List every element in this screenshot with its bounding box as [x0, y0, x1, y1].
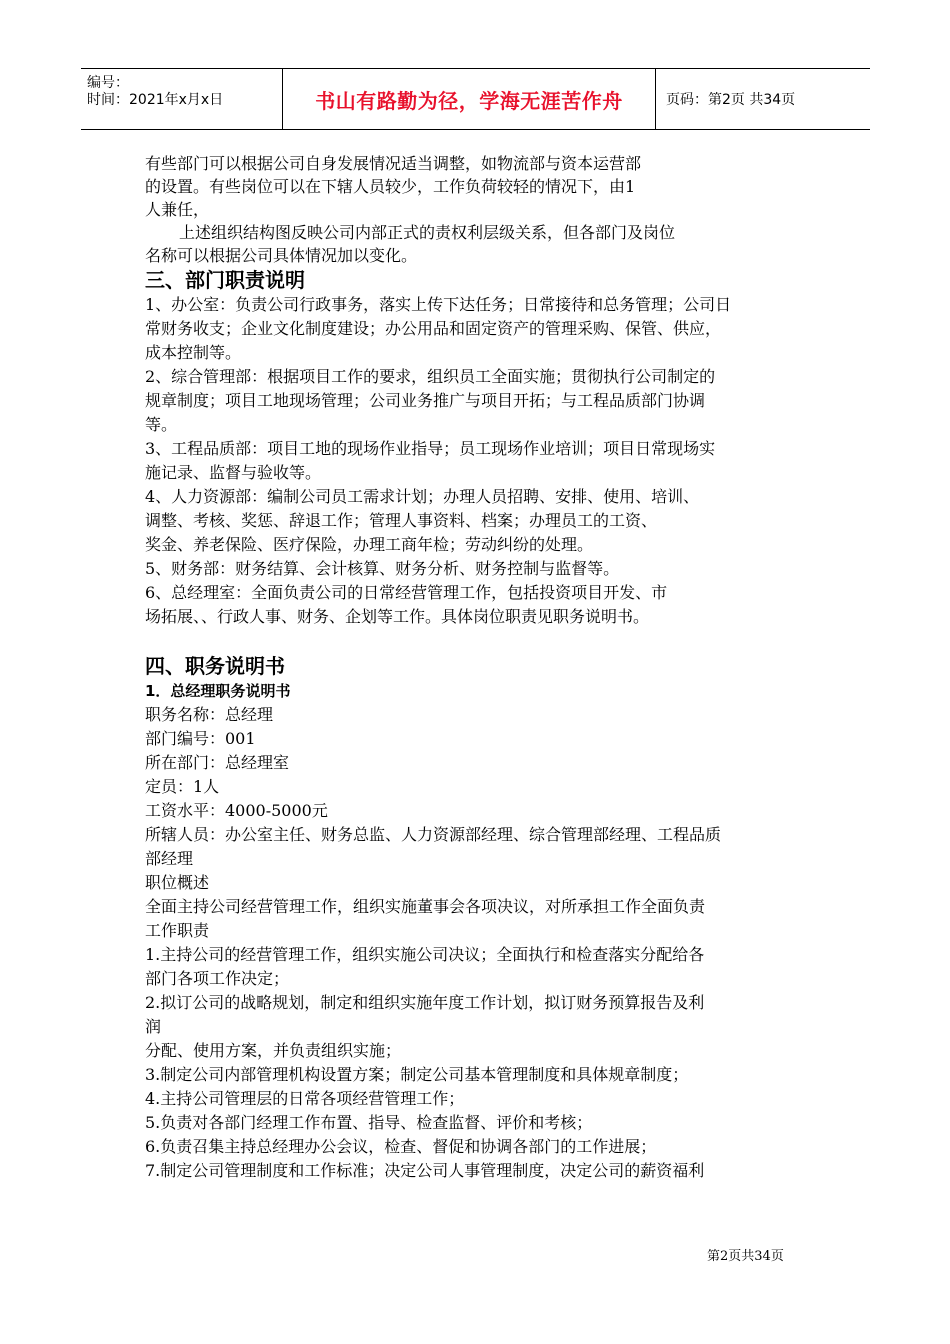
paragraph-line: 4、人力资源部：编制公司员工需求计划；办理人员招聘、安排、使用、培训、 — [145, 487, 700, 506]
paragraph-line: 部门编号：001 — [145, 729, 256, 748]
header-motto: 书山有路勤为径，学海无涯苦作舟 — [283, 69, 656, 129]
paragraph-line: 5、财务部：财务结算、会计核算、财务分析、财务控制与监督等。 — [145, 559, 620, 578]
section-heading-job-descriptions: 四、职务说明书 — [145, 654, 285, 678]
paragraph-line: 5.负责对各部门经理工作布置、指导、检查监督、评价和考核； — [145, 1113, 593, 1132]
paragraph-line: 3.制定公司内部管理机构设置方案；制定公司基本管理制度和具体规章制度； — [145, 1065, 689, 1084]
paragraph-line: 1.主持公司的经营管理工作，组织实施公司决议；全面执行和检查落实分配给各 — [145, 945, 705, 964]
paragraph-line: 2、综合管理部：根据项目工作的要求，组织员工全面实施；贯彻执行公司制定的 — [145, 367, 716, 386]
paragraph-line: 调整、考核、奖惩、辞退工作；管理人事资料、档案；办理员工的工资、 — [145, 511, 658, 530]
paragraph-line: 奖金、养老保险、医疗保险，办理工商年检；劳动纠纷的处理。 — [145, 535, 594, 554]
paragraph-line: 职务名称：总经理 — [145, 705, 274, 724]
paragraph-line: 规章制度；项目工地现场管理；公司业务推广与项目开拓；与工程品质部门协调 — [145, 391, 706, 410]
paragraph-line: 等。 — [145, 415, 178, 434]
paragraph-line: 7.制定公司管理制度和工作标准；决定公司人事管理制度，决定公司的薪资福利 — [145, 1161, 705, 1180]
paragraph-line: 6、总经理室：全面负责公司的日常经营管理工作，包括投资项目开发、市 — [145, 583, 668, 602]
section-heading-departments: 三、部门职责说明 — [145, 268, 305, 292]
page-header — [81, 68, 870, 130]
paragraph-line: 全面主持公司经营管理工作，组织实施董事会各项决议，对所承担工作全面负责 — [145, 897, 706, 916]
paragraph-line: 场拓展、、行政人事、财务、企划等工作。具体岗位职责见职务说明书。 — [145, 607, 650, 626]
department-duties — [145, 293, 815, 629]
page-footer: 第2页共34页 — [707, 1249, 784, 1264]
document-time-label: 时间：2021年x月x日 — [87, 92, 224, 108]
paragraph-line: 分配、使用方案，并负责组织实施； — [145, 1041, 402, 1060]
paragraph-line: 定员：1人 — [145, 777, 220, 796]
document-number-label: 编号： — [87, 75, 129, 91]
paragraph-line: 成本控制等。 — [145, 343, 242, 362]
paragraph-line: 部门各项工作决定； — [145, 969, 290, 988]
paragraph-line: 部经理 — [145, 849, 194, 868]
intro-line: 的设置。有些岗位可以在下辖人员较少，工作负荷较轻的情况下，由1 — [145, 177, 636, 196]
section-spacer — [145, 629, 815, 653]
intro-line: 有些部门可以根据公司自身发展情况适当调整，如物流部与资本运营部 — [145, 154, 642, 173]
paragraph-line: 6.负责召集主持总经理办公会议，检查、督促和协调各部门的工作进展； — [145, 1137, 657, 1156]
intro-line: 名称可以根据公司具体情况加以变化。 — [145, 246, 418, 265]
document-body — [145, 152, 815, 1183]
paragraph-line: 4.主持公司管理层的日常各项经营管理工作； — [145, 1089, 465, 1108]
paragraph-line: 工作职责 — [145, 921, 210, 940]
subsection-heading-gm: 1．总经理职务说明书 — [145, 682, 291, 700]
paragraph-line: 3、工程品质部：项目工地的现场作业指导；员工现场作业培训；项目日常现场实 — [145, 439, 716, 458]
header-meta — [81, 69, 283, 129]
paragraph-line: 职位概述 — [145, 873, 210, 892]
intro-line: 上述组织结构图反映公司内部正式的责权利层级关系，但各部门及岗位 — [179, 223, 676, 242]
paragraph-line: 所在部门：总经理室 — [145, 753, 290, 772]
paragraph-line: 1、办公室：负责公司行政事务，落实上传下达任务；日常接待和总务管理；公司日 — [145, 295, 732, 314]
paragraph-line: 常财务收支；企业文化制度建设；办公用品和固定资产的管理采购、保管、供应， — [145, 319, 722, 338]
paragraph-line: 润 — [145, 1017, 162, 1036]
paragraph-line: 施记录、监督与验收等。 — [145, 463, 322, 482]
intro-paragraphs — [145, 152, 815, 267]
intro-line: 人兼任， — [145, 200, 210, 219]
paragraph-line: 2.拟订公司的战略规划，制定和组织实施年度工作计划，拟订财务预算报告及利 — [145, 993, 705, 1012]
paragraph-line: 所辖人员：办公室主任、财务总监、人力资源部经理、综合管理部经理、工程品质 — [145, 825, 722, 844]
paragraph-line: 工资水平：4000-5000元 — [145, 801, 328, 820]
header-page-label: 页码：第2页 共34页 — [666, 92, 796, 108]
gm-job-description — [145, 703, 815, 1183]
